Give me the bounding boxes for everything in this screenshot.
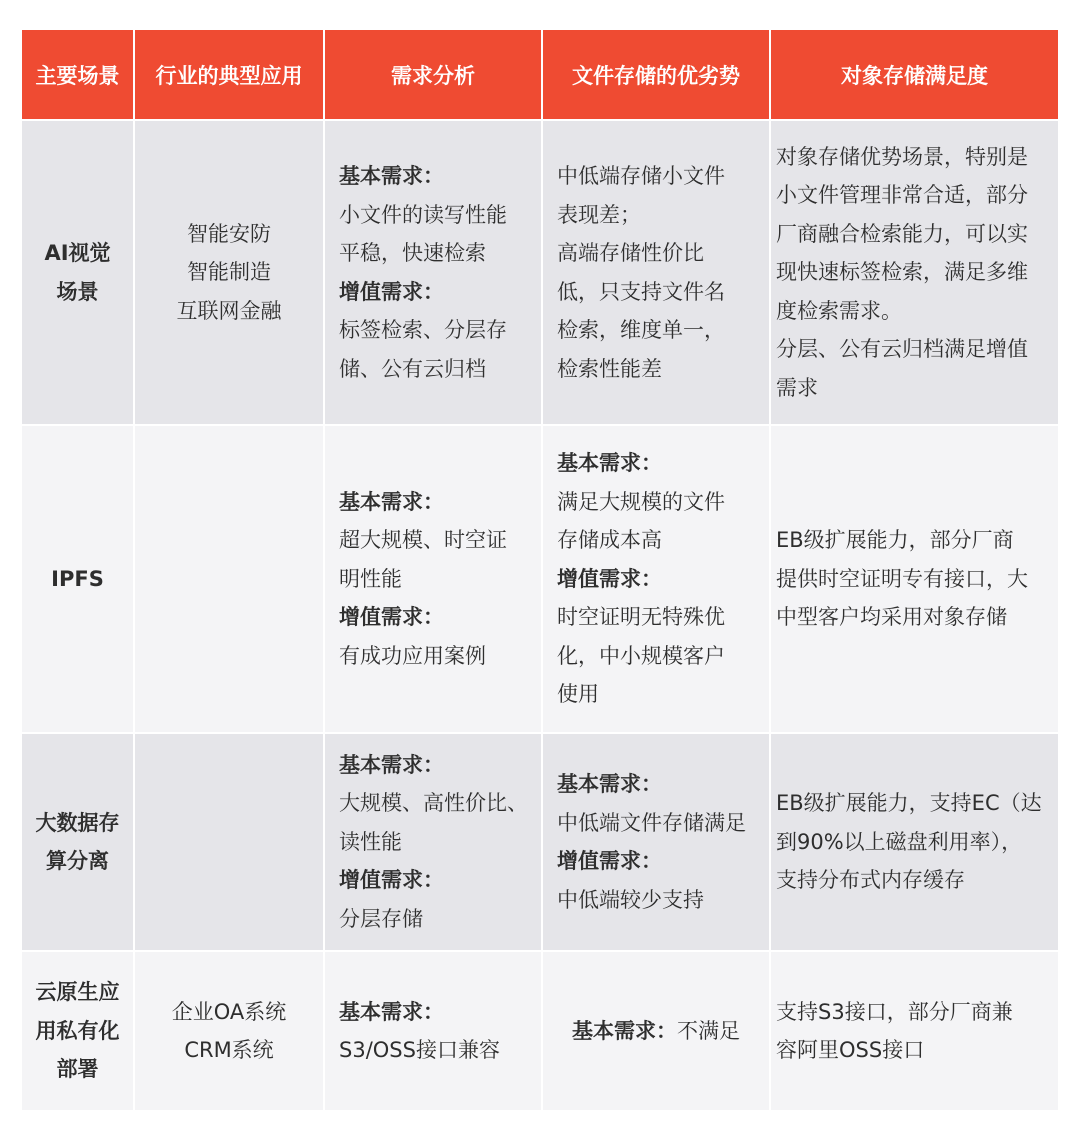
- comparison-table: [20, 28, 1060, 1112]
- demand-text-line: 读性能: [339, 829, 402, 854]
- demand-label: 增值需求：: [339, 605, 444, 630]
- object-storage-line: 分层、公有云归档满足增值: [776, 337, 1028, 362]
- scene-line: 大数据存: [35, 810, 120, 835]
- cell-object-storage-fit: [770, 951, 1059, 1111]
- cell-demand-analysis: [324, 733, 542, 951]
- object-storage-line: 小文件管理非常合适，部分: [776, 183, 1028, 208]
- object-storage-line: 到90%以上磁盘利用率），: [776, 829, 1023, 854]
- table-row: [21, 425, 1059, 733]
- demand-text-line: 时空证明无特殊优: [557, 605, 725, 630]
- table-body: [21, 120, 1059, 1111]
- object-storage-line: 度检索需求。: [776, 298, 902, 323]
- demand-text-line: 表现差；: [557, 202, 641, 227]
- object-storage-line: 容阿里OSS接口: [776, 1038, 925, 1062]
- scene-line: 算分离: [46, 849, 109, 873]
- header-file-storage-pros-cons: 文件存储的优劣势: [542, 29, 770, 120]
- cell-file-storage: [542, 951, 770, 1111]
- cell-typical-applications: [134, 733, 324, 951]
- demand-text-line: 平稳，快速检索: [339, 241, 486, 265]
- demand-text-line: S3/OSS接口兼容: [339, 1038, 500, 1062]
- object-storage-line: EB级扩展能力，部分厂商: [776, 528, 1014, 553]
- application-line: CRM系统: [184, 1038, 274, 1062]
- header-main-scene: 主要场景: [21, 29, 134, 120]
- cell-typical-applications: [134, 951, 324, 1111]
- object-storage-line: 对象存储优势场景，特别是: [776, 144, 1028, 169]
- table-row: [21, 951, 1059, 1111]
- application-line: 企业OA系统: [171, 999, 287, 1024]
- cell-main-scene: [21, 425, 134, 733]
- object-storage-line: 支持S3接口，部分厂商兼: [776, 999, 1013, 1024]
- object-storage-line: 现快速标签检索，满足多维: [776, 260, 1028, 285]
- scene-line: IPFS: [51, 566, 104, 591]
- demand-label: 增值需求：: [557, 566, 662, 591]
- demand-line: [547, 1012, 765, 1051]
- demand-text-line: 小文件的读写性能: [339, 202, 507, 227]
- demand-text-line: 分层存储: [339, 906, 423, 931]
- object-storage-line: 厂商融合检索能力，可以实: [776, 221, 1028, 246]
- demand-text-line: 存储成本高: [557, 528, 662, 553]
- demand-text-line: 明性能: [339, 566, 402, 591]
- demand-label: 基本需求：: [339, 999, 444, 1024]
- cell-main-scene: [21, 951, 134, 1111]
- demand-text-line: 有成功应用案例: [339, 643, 486, 668]
- demand-text-line: 化，中小规模客户: [557, 643, 725, 668]
- demand-text-line: 高端存储性价比: [557, 241, 704, 265]
- demand-label: 基本需求：: [557, 451, 662, 476]
- table-row: [21, 733, 1059, 951]
- application-line: 智能安防: [187, 221, 271, 246]
- table-row: [21, 120, 1059, 425]
- demand-text-line: 中低端文件存储满足: [557, 810, 746, 835]
- application-line: 智能制造: [187, 260, 271, 285]
- demand-label: 基本需求：: [557, 772, 662, 796]
- demand-text-line: 大规模、高性价比、: [339, 791, 528, 816]
- scene-line: 云原生应: [35, 980, 120, 1005]
- cell-main-scene: [21, 733, 134, 951]
- demand-label: 增值需求：: [339, 868, 444, 893]
- cell-file-storage: [542, 733, 770, 951]
- demand-text-line: 使用: [557, 682, 599, 707]
- header-object-storage-fit: 对象存储满足度: [770, 29, 1059, 120]
- demand-text-line: 标签检索、分层存: [339, 318, 507, 342]
- demand-label: 增值需求：: [557, 849, 662, 873]
- cell-demand-analysis: [324, 120, 542, 425]
- demand-text-line: 检索性能差: [557, 356, 662, 381]
- header-typical-applications: 行业的典型应用: [134, 29, 324, 120]
- demand-text-line: 检索，维度单一，: [557, 318, 725, 342]
- object-storage-line: 需求: [776, 375, 818, 400]
- demand-label: 基本需求：: [572, 1018, 677, 1043]
- demand-label: 基本需求：: [339, 164, 444, 188]
- cell-demand-analysis: [324, 425, 542, 733]
- demand-text-line: 满足大规模的文件: [557, 489, 725, 514]
- scene-line: 用私有化: [35, 1018, 120, 1043]
- object-storage-line: EB级扩展能力，支持EC（达: [776, 791, 1042, 816]
- demand-text-line: 储、公有云归档: [339, 356, 486, 381]
- application-line: 互联网金融: [176, 298, 282, 323]
- demand-text: 不满足: [677, 1018, 740, 1043]
- cell-typical-applications: [134, 120, 324, 425]
- cell-main-scene: [21, 120, 134, 425]
- scene-line: 场景: [56, 279, 99, 304]
- scene-line: 部署: [56, 1057, 99, 1082]
- demand-label: 增值需求：: [339, 279, 444, 304]
- cell-file-storage: [542, 425, 770, 733]
- cell-demand-analysis: [324, 951, 542, 1111]
- demand-text-line: 超大规模、时空证: [339, 528, 507, 553]
- demand-text-line: 中低端较少支持: [557, 887, 704, 912]
- header-demand-analysis: 需求分析: [324, 29, 542, 120]
- object-storage-line: 中型客户均采用对象存储: [776, 605, 1007, 630]
- cell-file-storage: [542, 120, 770, 425]
- cell-object-storage-fit: [770, 733, 1059, 951]
- object-storage-line: 支持分布式内存缓存: [776, 868, 965, 893]
- demand-text-line: 低，只支持文件名: [557, 279, 725, 304]
- cell-typical-applications: [134, 425, 324, 733]
- cell-object-storage-fit: [770, 425, 1059, 733]
- object-storage-line: 提供时空证明专有接口，大: [776, 566, 1028, 591]
- demand-label: 基本需求：: [339, 752, 444, 777]
- demand-label: 基本需求：: [339, 489, 444, 514]
- demand-text-line: 中低端存储小文件: [557, 164, 725, 188]
- cell-object-storage-fit: [770, 120, 1059, 425]
- table-header-row: [21, 29, 1059, 120]
- scene-line: AI视觉: [44, 241, 111, 265]
